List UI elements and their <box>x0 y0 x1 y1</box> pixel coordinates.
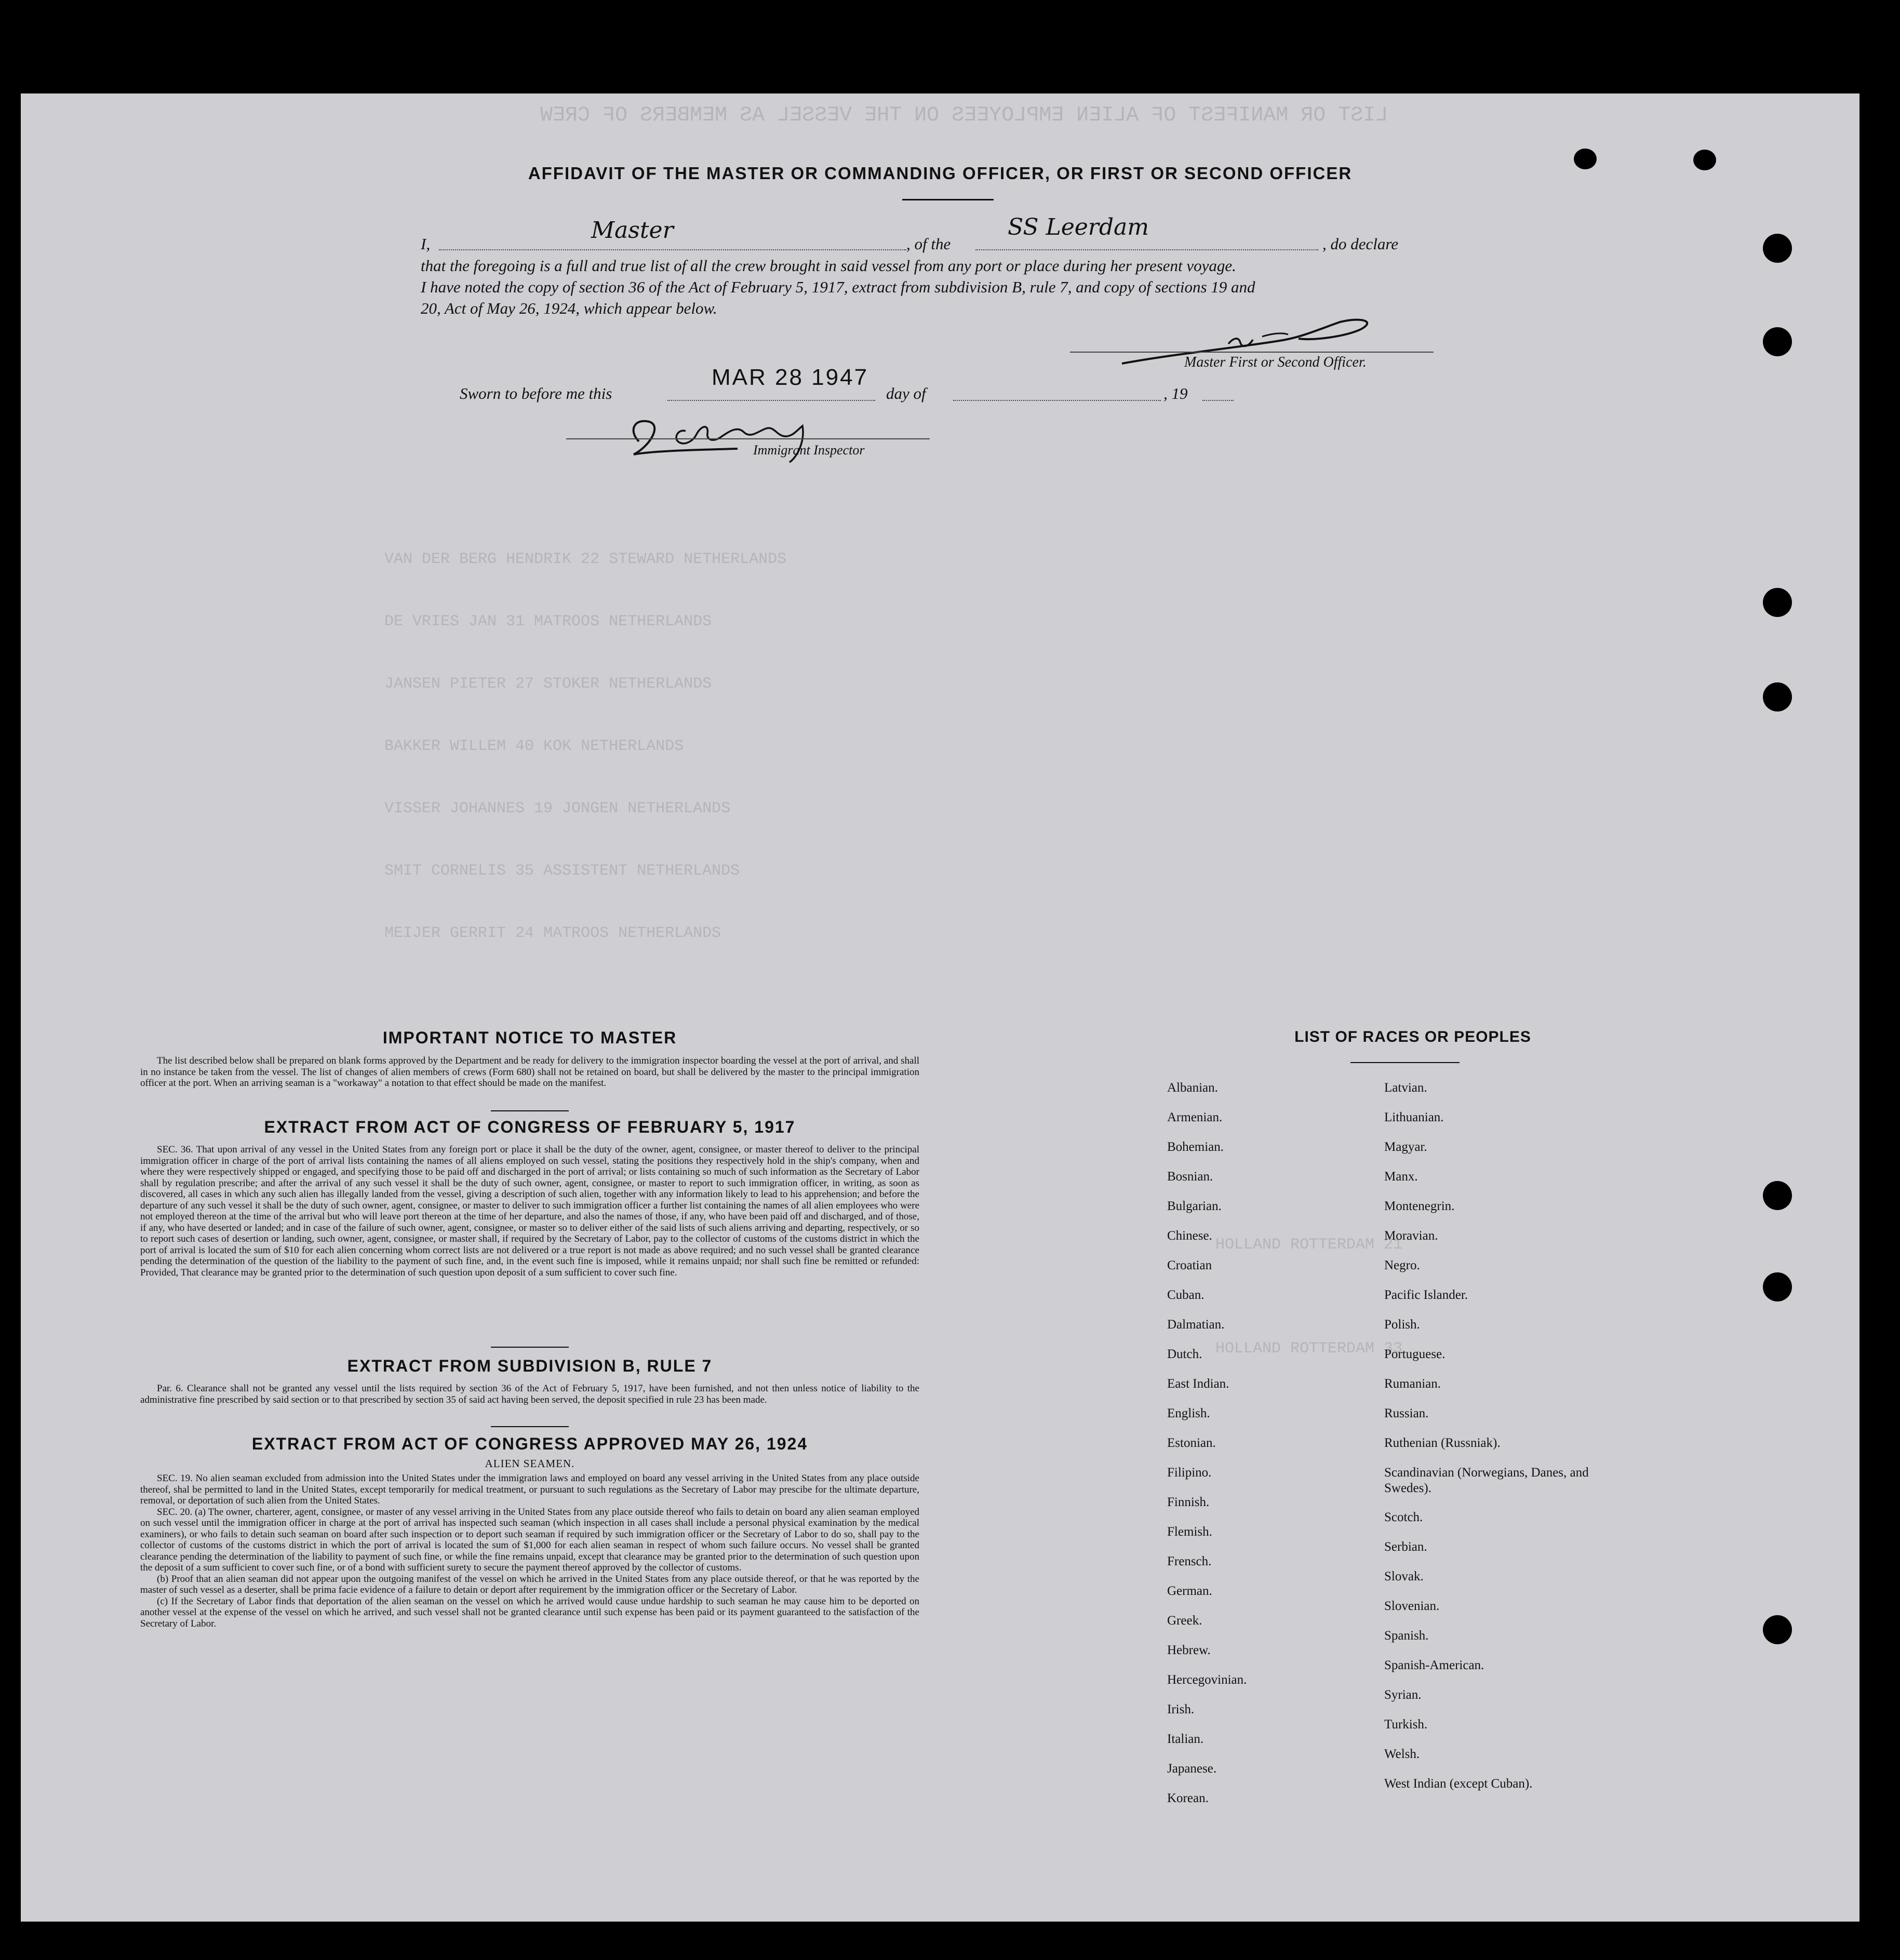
section-divider <box>491 1347 569 1348</box>
race-item: Cuban. <box>1167 1288 1205 1302</box>
day-of-label: day of <box>886 384 926 402</box>
section-divider <box>491 1110 569 1111</box>
race-item: Bosnian. <box>1167 1170 1213 1184</box>
race-item: Hercegovinian. <box>1167 1673 1247 1687</box>
bleed-through-text: VAN DER BERG HENDRIK 22 STEWARD NETHERLANDS <box>384 551 787 568</box>
race-item: Manx. <box>1384 1170 1418 1184</box>
race-item: Scandinavian (Norwegians, Danes, and Swedes). <box>1384 1466 1589 1495</box>
extract-1924-text <box>140 1473 919 1629</box>
extract-1924-paragraph: (c) If the Secretary of Labor finds that deportation of the alien seaman on the vessel on which he arrived would cause undue hardship to such seaman he may cause him to be deported on another vessel at the expense of the vessel on which he arrived, and such vessel shall not be granted clearance until such expense has been paid or its payment guaranteed to the satisfaction of the Secretary of Labor. <box>140 1595 919 1629</box>
race-item: Bulgarian. <box>1167 1199 1222 1213</box>
race-item: Russian. <box>1384 1406 1429 1420</box>
of-the-label: , of the <box>906 235 951 253</box>
date-stamp: MAR 28 1947 <box>712 365 869 390</box>
punch-hole <box>1763 588 1792 617</box>
inspector-caption: Immigrant Inspector <box>753 442 865 458</box>
extract-1917-text <box>140 1144 919 1278</box>
race-item: Montenegrin. <box>1384 1199 1455 1213</box>
notice-paragraph: The list described below shall be prepared on blank forms approved by the Department and be ready for delivery to the immigration inspector boarding the vessel at the port of arrival, and shall in no instance be taken from the vessel. The list of changes of alien members of crews (Form 680) shall not be retained on board, but shall be delivered by the master to the principal immigration officer at the port. When an arriving seaman is a "workaway" a notation to that effect should be made on the manifest. <box>140 1055 919 1089</box>
do-declare-label: , do declare <box>1322 235 1399 253</box>
extract-1924-paragraph: SEC. 19. No alien seaman excluded from admission into the United States under the immigration laws and employed on board any vessel arriving in the United States from any place outside thereof, shal be permitted to land in the United States, except temporarily for medical treatment, or pursuant to such regulations as the Secretary of Labor may prescibe for the ultimate departure, removal, or deportation of such alien from the United States. <box>140 1473 919 1506</box>
race-item: Slovenian. <box>1384 1599 1440 1613</box>
race-item: Finnish. <box>1167 1495 1210 1509</box>
extract-1924-title: EXTRACT FROM ACT OF CONGRESS APPROVED MAY 26, 1924 <box>251 1434 808 1453</box>
race-item: Bohemian. <box>1167 1140 1224 1154</box>
inspector-signature-line <box>566 438 930 439</box>
race-item: English. <box>1167 1406 1210 1420</box>
extract-rule7-text <box>140 1383 919 1405</box>
races-divider <box>1350 1062 1460 1063</box>
race-item: Estonian. <box>1167 1436 1216 1450</box>
race-item: Japanese. <box>1167 1762 1217 1776</box>
race-item: German. <box>1167 1584 1212 1598</box>
punch-hole <box>1763 1181 1792 1210</box>
bleed-through-text: HOLLAND ROTTERDAM 21 <box>1215 1236 1403 1254</box>
year-fill-line <box>1202 400 1234 401</box>
extract-rule7-paragraph: Par. 6. Clearance shall not be granted any vessel until the lists required by section 36 of the Act of February 5, 1917, have been furnished, and not then unless notice of liability to the administrative fine prescribed by said section or to that prescribed by section 35 of said act having been served, the deposit specified in rule 23 has been made. <box>140 1383 919 1405</box>
race-item: Greek. <box>1167 1614 1202 1628</box>
race-item: Flemish. <box>1167 1525 1212 1539</box>
race-item: Dutch. <box>1167 1347 1202 1361</box>
race-item: Polish. <box>1384 1318 1420 1332</box>
race-item: Rumanian. <box>1384 1377 1441 1391</box>
race-item: Chinese. <box>1167 1229 1212 1243</box>
race-item: West Indian (except Cuban). <box>1384 1777 1533 1791</box>
vessel-fill-line <box>975 249 1318 250</box>
race-item: Irish. <box>1167 1702 1195 1716</box>
punch-hole <box>1763 682 1792 711</box>
extract-1924-paragraph: (b) Proof that an alien seaman did not appear upon the outgoing manifest of the vessel on which he arrived in the United States from any place outside thereof, or that he was reported by the master of such vessel as a deserter, shall be prima facie evidence of a failure to detain or deport after requirement by the immigration officer or the Secretary of Labor. <box>140 1573 919 1595</box>
race-item: Turkish. <box>1384 1717 1428 1731</box>
race-item: Ruthenian (Russniak). <box>1384 1436 1501 1450</box>
bleed-through-text: HOLLAND ROTTERDAM 33 <box>1215 1340 1403 1358</box>
title-divider <box>902 199 994 200</box>
bleed-through-text: MEIJER GERRIT 24 MATROOS NETHERLANDS <box>384 924 721 942</box>
bleed-through-text: JANSEN PIETER 27 STOKER NETHERLANDS <box>384 675 712 693</box>
officer-caption: Master First or Second Officer. <box>1184 354 1367 370</box>
extract-1924-subtitle: ALIEN SEAMEN. <box>485 1457 575 1470</box>
notice-text <box>140 1055 919 1089</box>
affidavit-line-4: 20, Act of May 26, 1924, which appear below. <box>421 299 717 317</box>
notice-title: IMPORTANT NOTICE TO MASTER <box>382 1028 677 1047</box>
extract-1924-paragraph: SEC. 20. (a) The owner, charterer, agent, consignee, or master of any vessel arriving in the United States from any place outside thereof who fails to detain on board any alien seaman employed on such vessel until the immigration officer in charge at the port of arrival has inspected such seaman (which inspection in all cases shall include a personal physical examination by the medical examiners), or who fails to detain such seaman on board after such inspection or to deport such seaman if required by such immigration officer or the Secretary of Labor to do so, shall pay to the collector of customs of the customs district in which the port of arrival is located the sum of $1,000 for each alien seaman in respect of whom such failure occurs. No vessel shall be granted clearance pending the determination of the liability to payment of such fine, or while the fine remains unpaid, except that clearance may be granted prior to the determination of such question upon the deposit of a sum sufficient to cover such fine, or of a bond with sufficient surety to secure the payment thereof approved by the collector of customs. <box>140 1506 919 1573</box>
race-item: Welsh. <box>1384 1747 1420 1761</box>
extract-1917-paragraph: SEC. 36. That upon arrival of any vessel in the United States from any foreign port or place it shall be the duty of the owner, agent, consignee, or master thereof to deliver to the principal immigration officer in charge of the port of arrival lists containing the names of all aliens employed on such vessel, stating the positions they respectively hold in the ship's company, when and where they were respectively shipped or engaged, and specifying those to be paid off and discharged in the port of arrival; or lists containing so much of such information as the Secretary of Labor shall by regulation prescribe; and after the arrival of any such vessel it shall be the duty of such owner, agent, consignee, or master to report to such immigration officer, in writing, as soon as discovered, all cases in which any such alien has illegally landed from the vessel, giving a description of such alien, together with any information likely to lead to his apprehension; and before the departure of any such vessel it shall be the duty of such owner, agent, consignee, or master to deliver to such immigration officer a further list containing the names of all alien employees who were not employed thereon at the time of the arrival but who will leave port thereon at the time of her departure, and also the names of those, if any, who have been paid off and discharged, and of those, if any, who have deserted or landed; and in case of the failure of such owner, agent, consignee, or master so to deliver either of the said lists of such aliens arriving and departing, respectively, or so to report such cases of desertion or landing, such owner, agent, consignee, or master shall, if required by the Secretary of Labor, pay to the collector of customs of the customs district in which the port of arrival is located the sum of $10 for each alien concerning whom correct lists are not delivered or a true report is not made as above required; and no such vessel shall be granted clearance pending the determination of the question of the liability to the payment of such fine, and, in the event such fine is imposed, while it remains unpaid; nor shall such fine be remitted or refunded: Provided, That clearance may be granted prior to the determination of such question upon deposit of a sum sufficient to cover such fine. <box>140 1144 919 1278</box>
affidavit-title: AFFIDAVIT OF THE MASTER OR COMMANDING OFFICER, OR FIRST OR SECOND OFFICER <box>528 164 1353 183</box>
race-item: Syrian. <box>1384 1688 1422 1702</box>
race-item: East Indian. <box>1167 1377 1229 1391</box>
name-fill-line <box>439 249 906 250</box>
extract-1917-title: EXTRACT FROM ACT OF CONGRESS OF FEBRUARY 5, 1917 <box>264 1118 796 1136</box>
bleed-through-text: SMIT CORNELIS 35 ASSISTENT NETHERLANDS <box>384 862 740 880</box>
vessel-name-handwritten: SS Leerdam <box>1008 214 1149 240</box>
races-left-column <box>1167 1080 1247 1820</box>
affidavit-line-2: that the foregoing is a full and true list of all the crew brought in said vessel from any port or place during her present voyage. <box>421 257 1236 275</box>
bleed-through-text: DE VRIES JAN 31 MATROOS NETHERLANDS <box>384 613 712 630</box>
race-item: Frensch. <box>1167 1554 1212 1568</box>
punch-hole <box>1763 1272 1792 1301</box>
race-item: Negro. <box>1384 1258 1420 1272</box>
races-title: LIST OF RACES OR PEOPLES <box>1294 1028 1531 1045</box>
document-page <box>21 93 1859 1922</box>
race-item: Spanish-American. <box>1384 1658 1484 1672</box>
race-item: Serbian. <box>1384 1540 1427 1554</box>
races-list <box>1167 1080 1635 1828</box>
punch-hole <box>1763 1615 1792 1644</box>
extract-rule7-title: EXTRACT FROM SUBDIVISION B, RULE 7 <box>347 1357 713 1375</box>
race-item: Croatian <box>1167 1258 1212 1272</box>
race-item: Dalmatian. <box>1167 1318 1225 1332</box>
races-right-column <box>1384 1080 1628 1806</box>
race-item: Lithuanian. <box>1384 1110 1444 1124</box>
bleed-through-text: BAKKER WILLEM 40 KOK NETHERLANDS <box>384 737 684 755</box>
race-item: Slovak. <box>1384 1569 1424 1583</box>
race-item: Portuguese. <box>1384 1347 1446 1361</box>
sworn-date-fill-line <box>667 400 875 401</box>
race-item: Scotch. <box>1384 1510 1423 1524</box>
affidavit-line-3: I have noted the copy of section 36 of the Act of February 5, 1917, extract from subdivision B, rule 7, and copy of sections 19 and <box>421 278 1255 296</box>
race-item: Moravian. <box>1384 1229 1438 1243</box>
year-prefix: , 19 <box>1163 384 1188 402</box>
officer-signature-line <box>1070 352 1434 353</box>
race-item: Pacific Islander. <box>1384 1288 1468 1302</box>
race-item: Latvian. <box>1384 1081 1427 1095</box>
race-item: Filipino. <box>1167 1466 1212 1480</box>
month-fill-line <box>953 400 1161 401</box>
bleed-through-text: LIST OR MANIFEST OF ALIEN EMPLOYEES ON THE VESSEL AS MEMBERS OF CREW <box>540 104 1388 127</box>
punch-hole <box>1763 234 1792 263</box>
race-item: Korean. <box>1167 1791 1209 1805</box>
punch-hole <box>1763 327 1792 356</box>
race-item: Magyar. <box>1384 1140 1427 1154</box>
race-item: Spanish. <box>1384 1629 1429 1643</box>
bleed-through-text: VISSER JOHANNES 19 JONGEN NETHERLANDS <box>384 800 731 817</box>
section-divider <box>491 1426 569 1427</box>
affidavit-i-label: I, <box>421 235 431 253</box>
race-item: Hebrew. <box>1167 1643 1211 1657</box>
sworn-label: Sworn to before me this <box>460 384 612 402</box>
race-item: Italian. <box>1167 1732 1204 1746</box>
race-item: Armenian. <box>1167 1110 1223 1124</box>
race-item: Albanian. <box>1167 1081 1218 1095</box>
master-name-handwritten: Master <box>591 217 674 244</box>
